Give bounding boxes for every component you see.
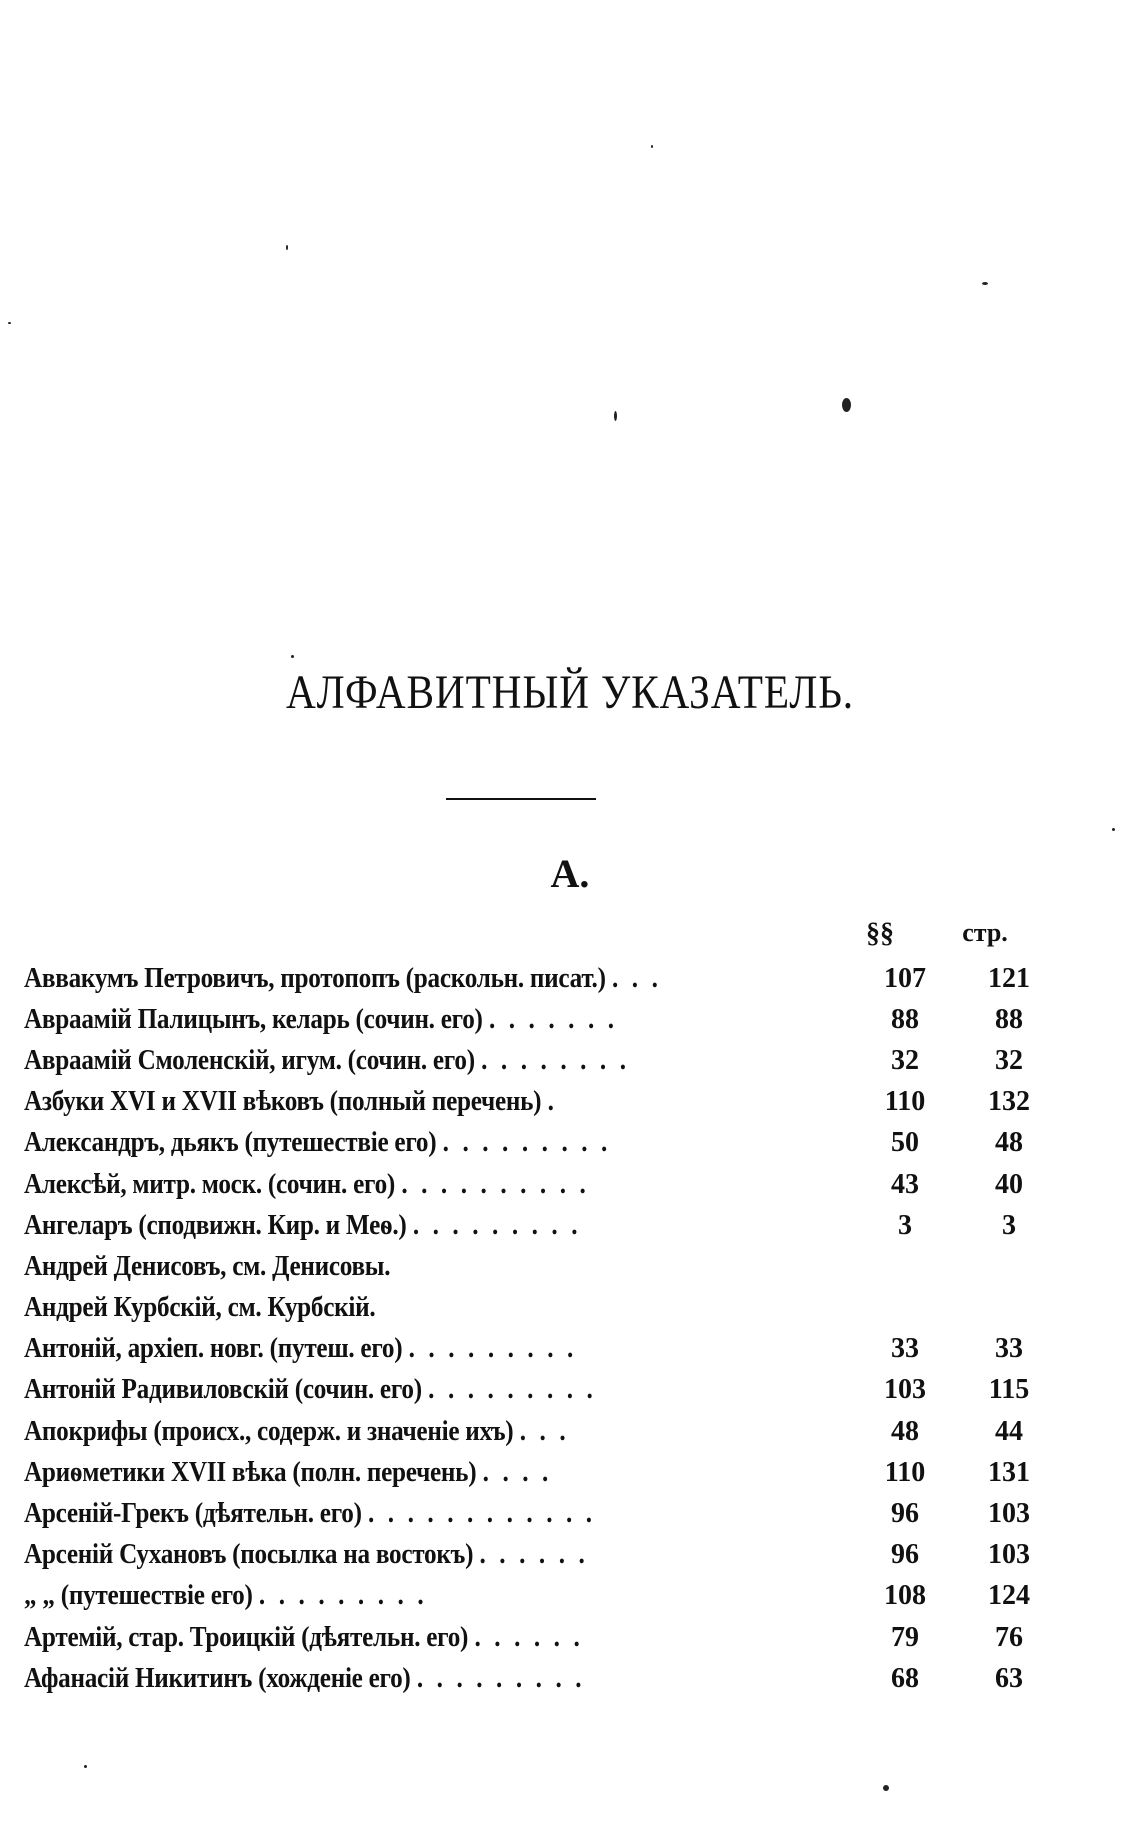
entry-section-number: 33: [891, 1333, 919, 1365]
entry-text: [24, 1333, 744, 1365]
entry-section-number: 107: [884, 962, 926, 994]
index-entry: [24, 1205, 1024, 1246]
print-speck: [883, 1785, 889, 1791]
column-header-section: §§: [866, 918, 894, 949]
entry-page-number: 103: [988, 1539, 1030, 1571]
entry-leader-dots: . . . . . . . . . .: [401, 1168, 590, 1200]
print-speck: [84, 1765, 87, 1768]
entry-name: Арсеній-Грекъ (дѣятельн. его): [24, 1498, 362, 1530]
entry-text: [24, 1539, 744, 1571]
column-header-page: стр.: [962, 918, 1008, 947]
print-speck: [1112, 828, 1115, 831]
entry-section-number: 68: [891, 1662, 919, 1694]
entry-leader-dots: . . . . . .: [474, 1621, 584, 1653]
entry-name: Афанасій Никитинъ (хожденіе его): [24, 1662, 411, 1694]
entry-text: [24, 1374, 744, 1406]
entry-text: [24, 1086, 744, 1118]
entry-section-number: 50: [891, 1127, 919, 1159]
entry-section-number: 43: [891, 1168, 919, 1200]
entry-leader-dots: . . . . . .: [479, 1539, 589, 1571]
entry-page-number: 44: [995, 1415, 1023, 1447]
entry-section-number: 96: [891, 1498, 919, 1530]
entry-leader-dots: . . . . . . . . .: [408, 1333, 577, 1365]
index-entry: [24, 958, 1030, 999]
index-entry: [24, 1576, 1030, 1617]
index-entry: [24, 1123, 1024, 1164]
entry-text: [24, 1416, 744, 1448]
entry-page-number: 121: [988, 962, 1030, 994]
entry-page-number: 3: [1002, 1209, 1016, 1241]
entry-name: Аввакумъ Петровичъ, протопопъ (раскольн. писат.): [24, 962, 606, 994]
entry-name: „ „ (путешествіе его): [24, 1580, 253, 1612]
print-speck: [286, 245, 288, 250]
title-divider: [446, 798, 596, 800]
entry-name: Авраамій Палицынъ, келарь (сочин. его): [24, 1003, 483, 1035]
entry-leader-dots: . . . . . . . . . . . .: [367, 1498, 596, 1530]
entry-text: [24, 1498, 744, 1530]
index-entry: [24, 1535, 1030, 1576]
index-entry: [24, 1082, 1030, 1123]
entry-text: [24, 1663, 744, 1695]
entry-text: [24, 1127, 744, 1159]
entry-page-number: 32: [995, 1044, 1023, 1076]
index-entry: [24, 1411, 1024, 1452]
entry-leader-dots: . . . . . . . . .: [412, 1209, 582, 1241]
entry-text: [24, 1169, 744, 1201]
index-entries: [24, 958, 1030, 1699]
entry-name: Андрей Денисовъ, см. Денисовы.: [24, 1250, 391, 1282]
entry-leader-dots: . . . . . . . . .: [442, 1127, 611, 1159]
section-letter: А.: [550, 851, 590, 896]
entry-name: Азбуки XVI и XVII вѣковъ (полный перечень): [24, 1086, 542, 1118]
index-entry: [24, 1658, 1024, 1699]
entry-text: [24, 1210, 744, 1242]
entry-text: [24, 1251, 744, 1283]
entry-page-number: 88: [995, 1003, 1023, 1035]
index-entry: [24, 1493, 1030, 1534]
entry-name: Авраамій Смоленскій, игум. (сочин. его): [24, 1044, 475, 1076]
print-speck: [651, 145, 653, 148]
entry-text: [24, 1292, 744, 1324]
page-title: АЛФАВИТНЫЙ УКАЗАТЕЛЬ.: [286, 666, 854, 719]
index-entry: [24, 1617, 1024, 1658]
index-entry: [24, 999, 1024, 1040]
index-entry: [24, 1370, 1030, 1411]
entry-leader-dots: . . . . . . . . .: [428, 1374, 597, 1406]
entry-name: Александръ, дьякъ (путешествіе его): [24, 1127, 437, 1159]
entry-name: Алексѣй, митр. моск. (сочин. его): [24, 1168, 396, 1200]
index-entry: [24, 1246, 1024, 1287]
print-speck: [982, 282, 988, 285]
entry-text: [24, 963, 744, 995]
entry-leader-dots: . . . . . . . . .: [416, 1662, 586, 1694]
index-entry: [24, 1329, 1024, 1370]
entry-section-number: 110: [884, 1086, 926, 1118]
entry-name: Ангеларъ (сподвижн. Кир. и Меѳ.): [24, 1209, 407, 1241]
entry-page-number: 103: [988, 1498, 1030, 1530]
entry-page-number: 132: [988, 1086, 1030, 1118]
entry-name: Апокрифы (происх., содерж. и значеніе ихъ): [24, 1415, 514, 1447]
entry-page-number: 76: [995, 1621, 1023, 1653]
entry-section-number: 110: [884, 1456, 926, 1488]
entry-page-number: 63: [995, 1662, 1023, 1694]
index-entry: [24, 1288, 1024, 1329]
entry-page-number: 131: [988, 1456, 1030, 1488]
entry-leader-dots: . . .: [519, 1415, 570, 1447]
entry-text: [24, 1580, 744, 1612]
entry-leader-dots: . . . . . . . . .: [258, 1580, 428, 1612]
entry-name: Ариѳметики XVII вѣка (полн. перечень): [24, 1456, 477, 1488]
entry-text: [24, 1004, 744, 1036]
entry-section-number: 48: [891, 1415, 919, 1447]
index-entry: [24, 1164, 1024, 1205]
entry-name: Артемій, стар. Троицкій (дѣятельн. его): [24, 1621, 469, 1653]
entry-name: Андрей Курбскій, см. Курбскій.: [24, 1292, 376, 1324]
entry-leader-dots: . . .: [612, 962, 662, 994]
entry-text: [24, 1045, 744, 1077]
entry-section-number: 32: [891, 1044, 919, 1076]
print-speck: [291, 655, 294, 658]
entry-name: Антоній, архіеп. новг. (путеш. его): [24, 1333, 403, 1365]
entry-section-number: 3: [898, 1209, 912, 1241]
entry-page-number: 124: [988, 1580, 1030, 1612]
entry-page-number: 40: [995, 1168, 1023, 1200]
entry-name: Антоній Радивиловскій (сочин. его): [24, 1374, 422, 1406]
print-speck: [842, 398, 851, 412]
index-entry: [24, 1040, 1024, 1081]
entry-page-number: 115: [988, 1374, 1030, 1406]
entry-page-number: 33: [995, 1333, 1023, 1365]
entry-text: [24, 1622, 744, 1654]
entry-section-number: 96: [891, 1539, 919, 1571]
entry-leader-dots: . . . .: [482, 1456, 552, 1488]
entry-section-number: 103: [884, 1374, 926, 1406]
entry-leader-dots: . . . . . . .: [488, 1003, 618, 1035]
entry-page-number: 48: [995, 1127, 1023, 1159]
entry-section-number: 108: [884, 1580, 926, 1612]
entry-name: Арсеній Сухановъ (посылка на востокъ): [24, 1539, 474, 1571]
print-speck: [614, 411, 617, 421]
index-entry: [24, 1452, 1030, 1493]
entry-leader-dots: . . . . . . . .: [481, 1044, 630, 1076]
entry-section-number: 88: [891, 1003, 919, 1035]
print-speck: [8, 322, 11, 324]
entry-text: [24, 1457, 744, 1489]
entry-section-number: 79: [891, 1621, 919, 1653]
entry-leader-dots: .: [547, 1086, 558, 1118]
